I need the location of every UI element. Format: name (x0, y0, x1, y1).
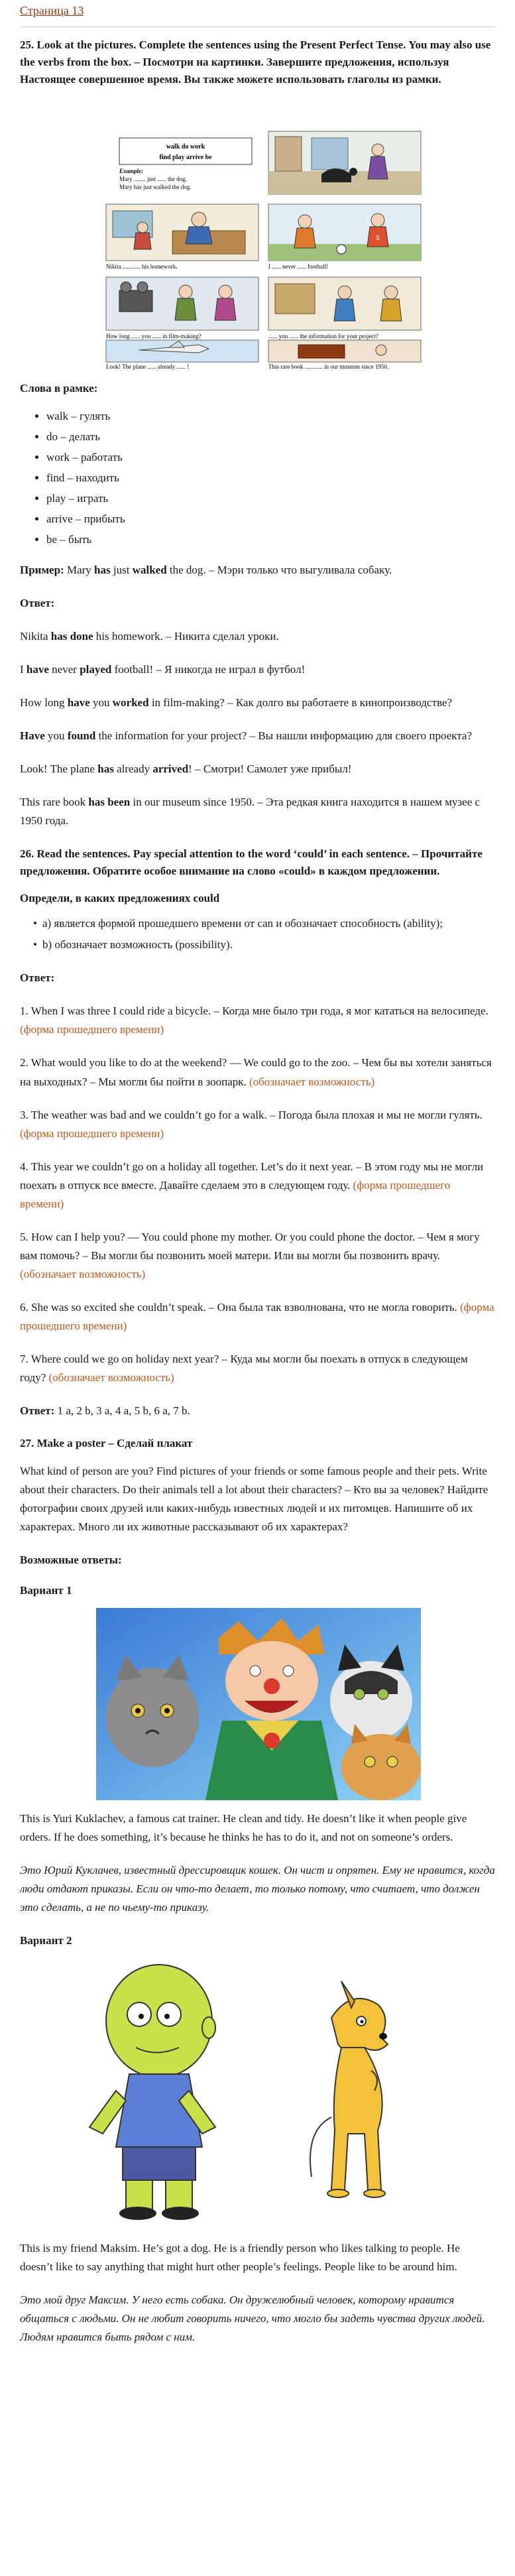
picture-girl-walking-dog (268, 131, 421, 194)
task-27-heading: 27. Make a poster – Сделай плакат (20, 1437, 193, 1450)
answer-6: This rare book has been in our museum since 1950. – Эта редкая книга находится в нашем музее с 1950 года. (20, 796, 481, 828)
word-box (119, 138, 252, 164)
caption-book: This rare book ............ in our museum since 1950. (268, 363, 389, 370)
answer-4: Have you found the information for your project? – Вы нашли информацию для своего проекта? (20, 729, 473, 743)
caption-nikita: Nikita ............ his homework. (106, 263, 178, 270)
task-26-item-2: 2. What would you like to do at the weekend? — We could go to the zoo. – Чем бы вы хотели заняться на выходных? – Мы могли бы пойти в зоопарк. (обозначает возможность) (20, 1056, 492, 1088)
task-26-item-5: 5. How can I help you? — You could phone my mother. Or you could phone the doctor. – Чем я могу вам помочь? – Вы могли бы позвонить моей матери. Или вы могли бы позвонить врачу. (обозначает возможность) (20, 1230, 480, 1280)
picture-museum-book (268, 340, 421, 362)
task-27-intro: What kind of person are you? Find pictures of your friends or some famous people and their pets. Write about their characters. Do their animals tell a lot about their characters? – Кто вы за человек? Найдите фотографии своих друзей или каких-нибудь известных людей и их питомцев. Напишите об их характерах. Много ли их животные рассказывают об их характерах? (20, 1464, 488, 1533)
example-text: Mary (64, 564, 95, 577)
task-26-item-7: 7. Where could we go on holiday next year? – Куда мы могли бы поехать в отпуск в следующем году? (обозначает возможность) (20, 1353, 468, 1384)
list-item: • do – делать (46, 428, 495, 446)
list-item: • find – находить (46, 469, 495, 487)
example-walked: walked (132, 564, 167, 577)
task-26-final-answer: Ответ: 1 a, 2 b, 3 a, 4 a, 5 b, 6 a, 7 b. (20, 1404, 190, 1418)
caption-football: I ...... never ...... football! (268, 263, 328, 270)
task-25-heading: 25. Look at the pictures. Complete the sentences using the Present Perfect Tense. You may also use the verbs from the box. – Посмотри на картинки. Завершите предложения, используя Настоящее совершенное время. Вы также можете использовать глаголы из рамки. (20, 38, 491, 86)
task-26-item-1: 1. When I was three I could ride a bicycle. – Когда мне было три года, я мог кататься на велосипеде. (форма прошедшего времени) (20, 1005, 488, 1036)
task-25-illustration (20, 98, 495, 370)
variant-1-title: Вариант 1 (20, 1583, 72, 1597)
task-26-answer-label: Ответ: (20, 971, 55, 985)
example-line1: Mary ........ just ...... the dog. (119, 175, 187, 182)
list-item: • be – быть (46, 530, 495, 549)
variant-2-russian: Это мой друг Максим. У него есть собака. Он дружелюбный человек, которому нравится общаться с людьми. Он не любит говорить ничего, что могло бы задеть чувства других людей. Людям нравится быть рядом с ним. (20, 2294, 485, 2344)
task-26-item-3: 3. The weather was bad and we couldn’t go for a walk. – Погода была плохая и мы не могли гулять. (форма прошедшего времени) (20, 1108, 483, 1140)
svg-text:5: 5 (376, 233, 380, 242)
list-item: • arrive – прибыть (46, 510, 495, 528)
example-label: Example: (119, 167, 143, 174)
list-item: • play – играть (46, 489, 495, 508)
variant-1-english: This is Yuri Kuklachev, a famous cat trainer. He clean and tidy. He doesn’t like it when people give orders. If he does something, it’s because he thinks he has to do it, and not on someone’s orders. (20, 1811, 467, 1843)
list-item: • work – работать (46, 448, 495, 467)
example-prefix: Пример: (20, 564, 64, 577)
words-title: Слова в рамке: (20, 381, 98, 395)
picture-football (268, 204, 421, 261)
words-list (20, 407, 495, 549)
variant-2-title: Вариант 2 (20, 1934, 72, 1947)
word-box-row2: find play arrive be (159, 153, 212, 161)
page-link[interactable]: Страница 13 (20, 4, 84, 17)
task-26-instruction: Определи, в каких предложениях could (20, 892, 220, 905)
list-item: • b) обозначает возможность (possibility). (33, 936, 495, 954)
variant-2-english: This is my friend Maksim. He’s got a dog. He is a friendly person who likes talking to people. He doesn’t like to say anything that might hurt other people’s feelings. People like to be around him. (20, 2242, 460, 2274)
example-has: has (94, 564, 111, 577)
picture-nikita-homework (106, 204, 258, 261)
example-line2: Mary has just walked the dog. (119, 183, 192, 190)
kuklachev-photo (20, 1608, 495, 1800)
answer-1: Nikita has done his homework. – Никита сделал уроки. (20, 630, 279, 643)
example-text: just (110, 564, 133, 577)
possible-answers-label: Возможные ответы: (20, 1553, 122, 1566)
picture-project-info (268, 277, 421, 330)
caption-info: ...... you ...... the information for your project? (268, 332, 378, 339)
answer-label: Ответ: (20, 597, 55, 610)
example-paragraph (20, 561, 495, 580)
task-26-item-4: 4. This year we couldn’t go on a holiday all together. Let’s do it next year. – В этом году мы не могли поехать в отпуск все вместе. Давайте сделаем это в следующем году. (форма прошедшего времени) (20, 1160, 484, 1210)
answer-3: How long have you worked in film-making? – Как долго вы работаете в кинопроизводстве? (20, 696, 453, 709)
example-text: the dog. – Мэри только что выгуливала собаку. (166, 564, 392, 577)
task-26-heading: 26. Read the sentences. Pay special attention to the word ‘could’ in each sentence. – Прочитайте предложения. Обратите особое внимание на слово «could» в каждом предложении. (20, 847, 483, 877)
list-item: • walk – гулять (46, 407, 495, 426)
caption-film: How long ...... you ...... in film-making? (106, 332, 201, 339)
variant-1-russian: Это Юрий Куклачев, известный дрессировщик кошек. Он чист и опрятен. Ему не нравится, когда люди отдают приказы. Если он что-то делает, то только потому, что считает, что должен это сделать, а не по чьему-то приказу. (20, 1863, 495, 1914)
answer-2: I have never played football! – Я никогда не играл в футбол! (20, 663, 306, 676)
maksim-dog-illustration (20, 1958, 495, 2230)
list-item: • a) является формой прошедшего времени от can и обозначает способность (ability); (33, 914, 495, 933)
answer-5: Look! The plane has already arrived! – Смотри! Самолет уже прибыл! (20, 763, 352, 776)
picture-film-making (106, 277, 258, 330)
caption-plane: Look! The plane ...... already ...... ! (106, 363, 190, 370)
picture-plane (106, 340, 258, 362)
word-box-row1: walk do work (166, 143, 205, 151)
task-26-item-6: 6. She was so excited she couldn’t speak. – Она была так взволнована, что не могла говорить. (форма прошедшего времени) (20, 1300, 494, 1332)
task-26-options (20, 914, 495, 954)
